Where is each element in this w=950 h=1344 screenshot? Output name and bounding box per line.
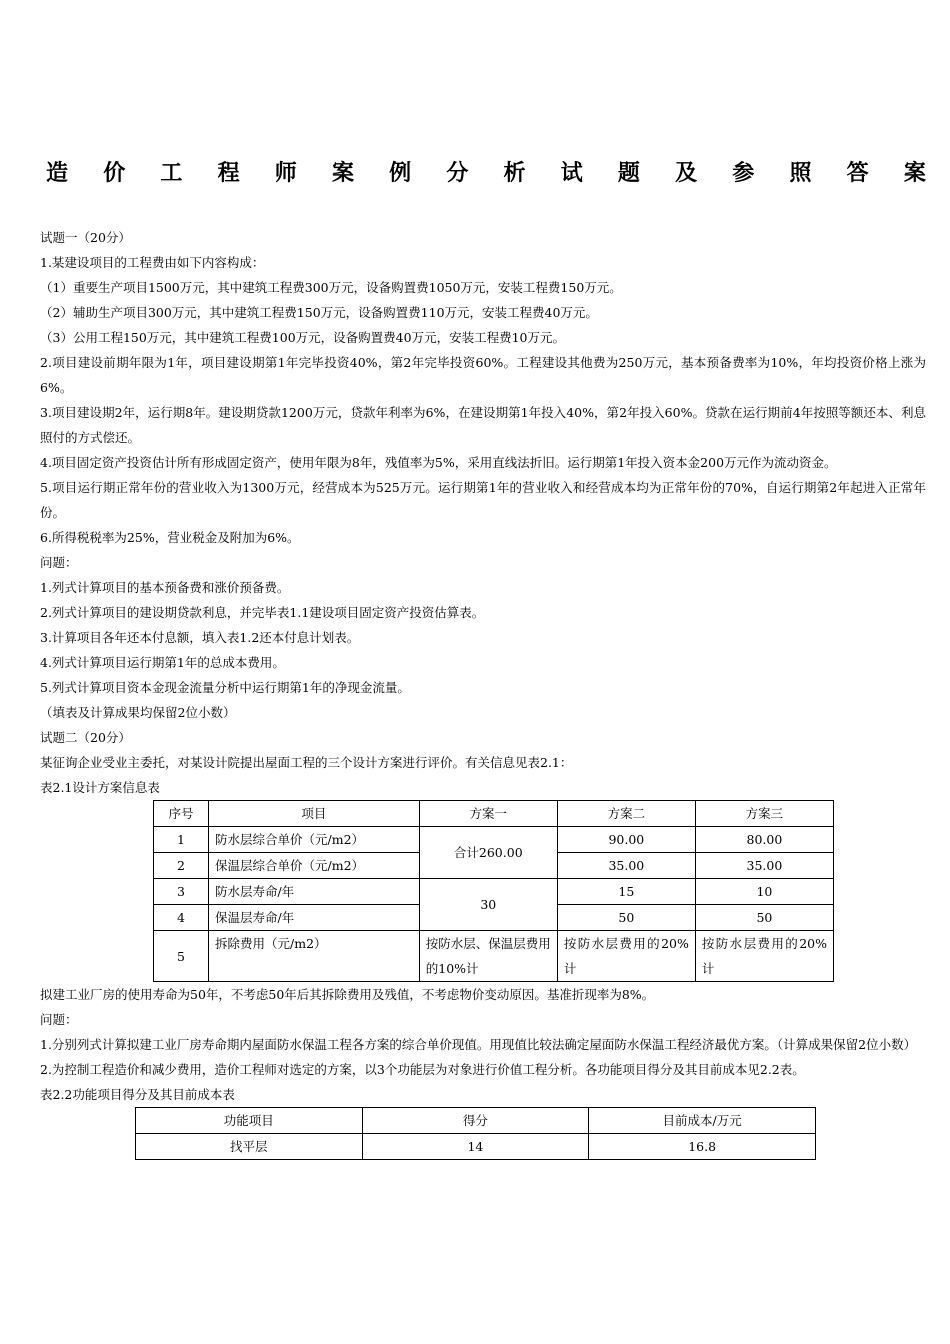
q2-questions-label: 问题： (40, 1012, 78, 1027)
q1-paragraph: （1）重要生产项目1500万元，其中建筑工程费300万元，设备购置费1050万元，安装工程费150万元。 (40, 280, 622, 295)
q1-paragraph: （填表及计算成果均保留2位小数） (40, 705, 236, 720)
title-char: 工 (160, 161, 183, 186)
q2-intro: 某征询企业受业主委托，对某设计院提出屋面工程的三个设计方案进行评价。有关信息见表2.1： (40, 755, 573, 770)
table-cell: 按防水层费用的20%计 (695, 931, 833, 982)
q1-paragraph: 3.项目建设期2年，运行期8年。建设期贷款1200万元，贷款年利率为6%，在建设期第1年投入40%，第2年投入60%。贷款在运行期前4年按照等额还本、利息照付的方式偿还。 (40, 405, 926, 445)
table-row (136, 1134, 816, 1160)
title-char: 题 (617, 161, 640, 186)
title-char: 照 (789, 161, 812, 186)
q1-heading: 试题一（20分） (40, 230, 131, 245)
table-cell: 50 (695, 905, 833, 931)
title-char: 答 (846, 161, 869, 186)
table-cell: 按防水层费用的20%计 (557, 931, 695, 982)
title-char: 参 (732, 161, 755, 186)
table-cell: 防水层寿命/年 (209, 879, 420, 905)
design-scheme-table (153, 800, 834, 982)
table-cell: 14 (362, 1134, 589, 1160)
header-cell: 方案三 (695, 801, 833, 827)
title-char: 案 (331, 161, 354, 186)
q2-paragraph: 拟建工业厂房的使用寿命为50年，不考虑50年后其拆除费用及残值，不考虑物价变动原因。基准折现率为8%。 (40, 987, 655, 1002)
table-cell: 5 (154, 931, 209, 982)
table-cell: 4 (154, 905, 209, 931)
table-row (154, 827, 834, 853)
table-cell: 2 (154, 853, 209, 879)
title-char: 师 (274, 161, 297, 186)
table-header-row (136, 1108, 816, 1134)
title-char: 及 (675, 161, 698, 186)
table-cell: 3 (154, 879, 209, 905)
header-cell: 目前成本/万元 (589, 1108, 816, 1134)
title-char: 程 (217, 161, 240, 186)
table-cell: 拆除费用（元/m2） (209, 931, 420, 982)
table-cell: 35.00 (557, 853, 695, 879)
header-cell: 得分 (362, 1108, 589, 1134)
table-row (154, 879, 834, 905)
q1-paragraph: 2.列式计算项目的建设期贷款利息，并完毕表1.1建设项目固定资产投资估算表。 (40, 605, 485, 620)
table-cell: 30 (419, 879, 557, 931)
q2-question: 1.分别列式计算拟建工业厂房寿命期内屋面防水保温工程各方案的综合单价现值。用现值比较法确定屋面防水保温工程经济最优方案。（计算成果保留2位小数） (40, 1037, 917, 1052)
table1-caption: 表2.1设计方案信息表 (40, 780, 160, 795)
q1-paragraph: 4.列式计算项目运行期第1年的总成本费用。 (40, 655, 285, 670)
title-char: 分 (446, 161, 469, 186)
table-cell: 10 (695, 879, 833, 905)
document-body (40, 225, 926, 1160)
table-cell: 找平层 (136, 1134, 363, 1160)
q1-paragraph: 1.某建设项目的工程费由如下内容构成： (40, 255, 265, 270)
title-char: 案 (903, 161, 926, 186)
q1-paragraph: 5.项目运行期正常年份的营业收入为1300万元，经营成本为525万元。运行期第1年的营业收入和经营成本均为正常年份的70%，自运行期第2年起进入正常年份。 (40, 480, 926, 520)
q1-paragraph: 2.项目建设前期年限为1年，项目建设期第1年完毕投资40%，第2年完毕投资60%。工程建设其他费为250万元，基本预备费率为10%，年均投资价格上涨为6%。 (40, 355, 926, 395)
header-cell: 功能项目 (136, 1108, 363, 1134)
document-title (46, 158, 926, 190)
header-cell: 序号 (154, 801, 209, 827)
table-cell: 50 (557, 905, 695, 931)
q1-paragraph: 1.列式计算项目的基本预备费和涨价预备费。 (40, 580, 290, 595)
q1-paragraph: （3）公用工程150万元，其中建筑工程费100万元，设备购置费40万元，安装工程费10万元。 (40, 330, 565, 345)
table-cell: 1 (154, 827, 209, 853)
table-cell: 16.8 (589, 1134, 816, 1160)
q1-paragraph: （2）辅助生产项目300万元，其中建筑工程费150万元，设备购置费110万元，安装工程费40万元。 (40, 305, 598, 320)
q1-paragraph: 问题： (40, 555, 78, 570)
table-cell: 15 (557, 879, 695, 905)
table-cell: 防水层综合单价（元/m2） (209, 827, 420, 853)
table-cell: 80.00 (695, 827, 833, 853)
title-char: 试 (560, 161, 583, 186)
q1-paragraph: 6.所得税税率为25%，营业税金及附加为6%。 (40, 530, 300, 545)
table-cell: 合计260.00 (419, 827, 557, 879)
table-cell: 保温层综合单价（元/m2） (209, 853, 420, 879)
title-char: 析 (503, 161, 526, 186)
title-char: 造 (46, 161, 69, 186)
q1-paragraph: 4.项目固定资产投资估计所有形成固定资产，使用年限为8年，残值率为5%，采用直线法折旧。运行期第1年投入资本金200万元作为流动资金。 (40, 455, 837, 470)
q1-paragraph: 3.计算项目各年还本付息额，填入表1.2还本付息计划表。 (40, 630, 360, 645)
q2-question: 2.为控制工程造价和减少费用，造价工程师对选定的方案，以3个功能层为对象进行价值工程分析。各功能项目得分及其目前成本见2.2表。 (40, 1062, 805, 1077)
title-char: 价 (103, 161, 126, 186)
table-cell: 35.00 (695, 853, 833, 879)
title-char: 例 (389, 161, 412, 186)
table-cell: 保温层寿命/年 (209, 905, 420, 931)
function-score-table (135, 1107, 816, 1160)
q2-heading: 试题二（20分） (40, 730, 131, 745)
table-cell: 按防水层、保温层费用的10%计 (419, 931, 557, 982)
table-header-row (154, 801, 834, 827)
header-cell: 方案一 (419, 801, 557, 827)
table-row (154, 931, 834, 982)
table-cell: 90.00 (557, 827, 695, 853)
table2-caption: 表2.2功能项目得分及其目前成本表 (40, 1087, 235, 1102)
header-cell: 方案二 (557, 801, 695, 827)
header-cell: 项目 (209, 801, 420, 827)
q1-paragraph: 5.列式计算项目资本金现金流量分析中运行期第1年的净现金流量。 (40, 680, 410, 695)
